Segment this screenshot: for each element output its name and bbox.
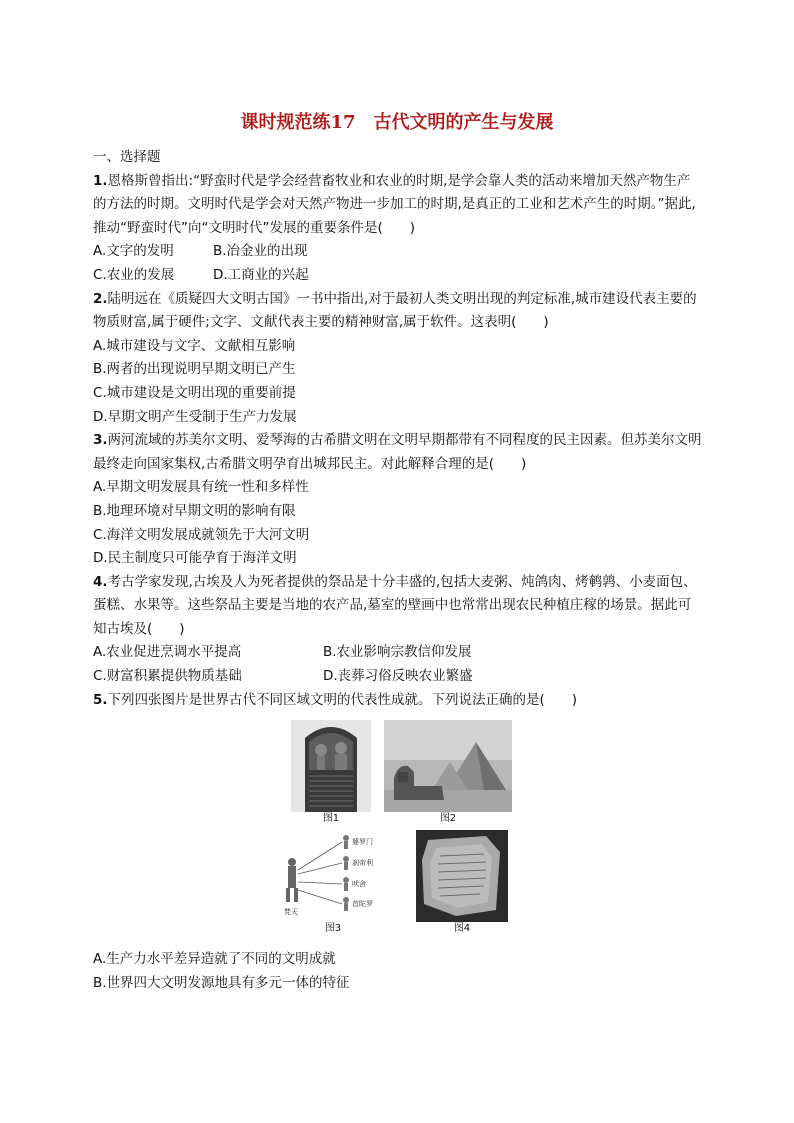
question-4-options-row [93,665,703,689]
option-d: D.早期文明产生受制于生产力发展 [93,408,297,425]
option-c: C.财富积累提供物质基础 [93,668,242,685]
question-5 [93,689,703,713]
option-a: A.城市建设与文字、文献相互影响 [93,337,296,354]
option-a: A.生产力水平差异造就了不同的文明成就 [93,951,336,968]
sphinx-pyramid-image [384,720,512,812]
question-text: 恩格斯曾指出:“野蛮时代是学会经营畜牧业和农业的时期,是学会靠人类的活动来增加天然产物生产的方法的时期。文明时代是学会对天然产物进一步加工的时期,是真正的工业和艺术产生的时期。”据此,推动“野蛮时代”向“文明时代”发展的重要条件是( ) [93,172,696,236]
figure-caption: 图1 [322,813,340,825]
question-text: 考古学家发现,古埃及人为死者提供的祭品是十分丰盛的,包括大麦粥、炖鸽肉、烤鹌鹑、小麦面包、蛋糕、水果等。这些祭品主要是当地的农产品,墓室的壁画中也常常出现农民种植庄稼的场景。据此可知古埃及( ) [93,573,697,637]
question-4-options-row [93,641,703,665]
caste-label: 梵天 [284,908,298,917]
option-b: B.世界四大文明发源地具有多元一体的特征 [93,974,350,991]
figure-4 [416,830,508,936]
figure-group [93,720,703,942]
question-number: 1. [93,172,108,189]
option-d: D.民主制度只可能孕育于海洋文明 [93,550,297,567]
question-number: 4. [93,573,108,590]
question-text: 两河流域的苏美尔文明、爱琴海的古希腊文明在文明早期都带有不同程度的民主因素。但苏美尔文明最终走向国家集权,古希腊文明孕育出城邦民主。对此解释合理的是( ) [93,432,702,472]
option-b: B.地理环境对早期文明的影响有限 [93,502,296,519]
stele-image [291,720,371,812]
question-1-options-row [93,264,703,288]
question-1 [93,170,703,241]
question-text: 陆明远在《质疑四大文明古国》一书中指出,对于最初人类文明出现的判定标准,城市建设代表主要的物质财富,属于硬件;文字、文献代表主要的精神财富,属于软件。这表明( ) [93,290,697,331]
option-a: A.文字的发明 [93,243,174,260]
option-c: C.海洋文明发展成就领先于大河文明 [93,526,310,543]
option-b: B.冶金业的出现 [213,243,308,260]
section-heading: 一、选择题 [93,149,161,165]
clay-tablet-image [416,830,508,922]
question-number: 2. [93,290,108,307]
option-b: B.两者的出现说明早期文明已产生 [93,361,296,378]
caste-diagram-image [278,830,388,922]
option-a: A.农业促进烹调水平提高 [93,644,242,661]
caste-label: 婆罗门 [352,838,373,847]
figure-3 [278,830,388,936]
question-2 [93,288,703,335]
figure-caption: 图4 [453,923,471,935]
figure-caption: 图2 [439,813,457,825]
option-c: C.城市建设是文明出现的重要前提 [93,384,296,401]
option-b: B.农业影响宗教信仰发展 [323,644,472,661]
question-number: 3. [93,432,108,449]
caste-label: 刹帝利 [352,859,373,868]
question-3 [93,429,703,476]
caste-label: 首陀罗 [352,900,373,909]
figure-2 [384,720,512,826]
option-d: D.工商业的兴起 [213,266,309,283]
option-c: C.农业的发展 [93,266,175,283]
question-1-options-row [93,240,703,264]
figure-caption: 图3 [324,923,342,935]
option-d: D.丧葬习俗反映农业繁盛 [323,668,473,685]
option-a: A.早期文明发展具有统一性和多样性 [93,479,309,496]
figure-1 [291,720,371,826]
page-title: 课时规范练17 古代文明的产生与发展 [240,112,554,133]
question-4 [93,571,703,642]
question-text: 下列四张图片是世界古代不同区域文明的代表性成就。下列说法正确的是( ) [107,691,578,708]
question-content [93,146,703,995]
caste-label: 吠舍 [352,880,366,889]
question-number: 5. [93,691,108,708]
